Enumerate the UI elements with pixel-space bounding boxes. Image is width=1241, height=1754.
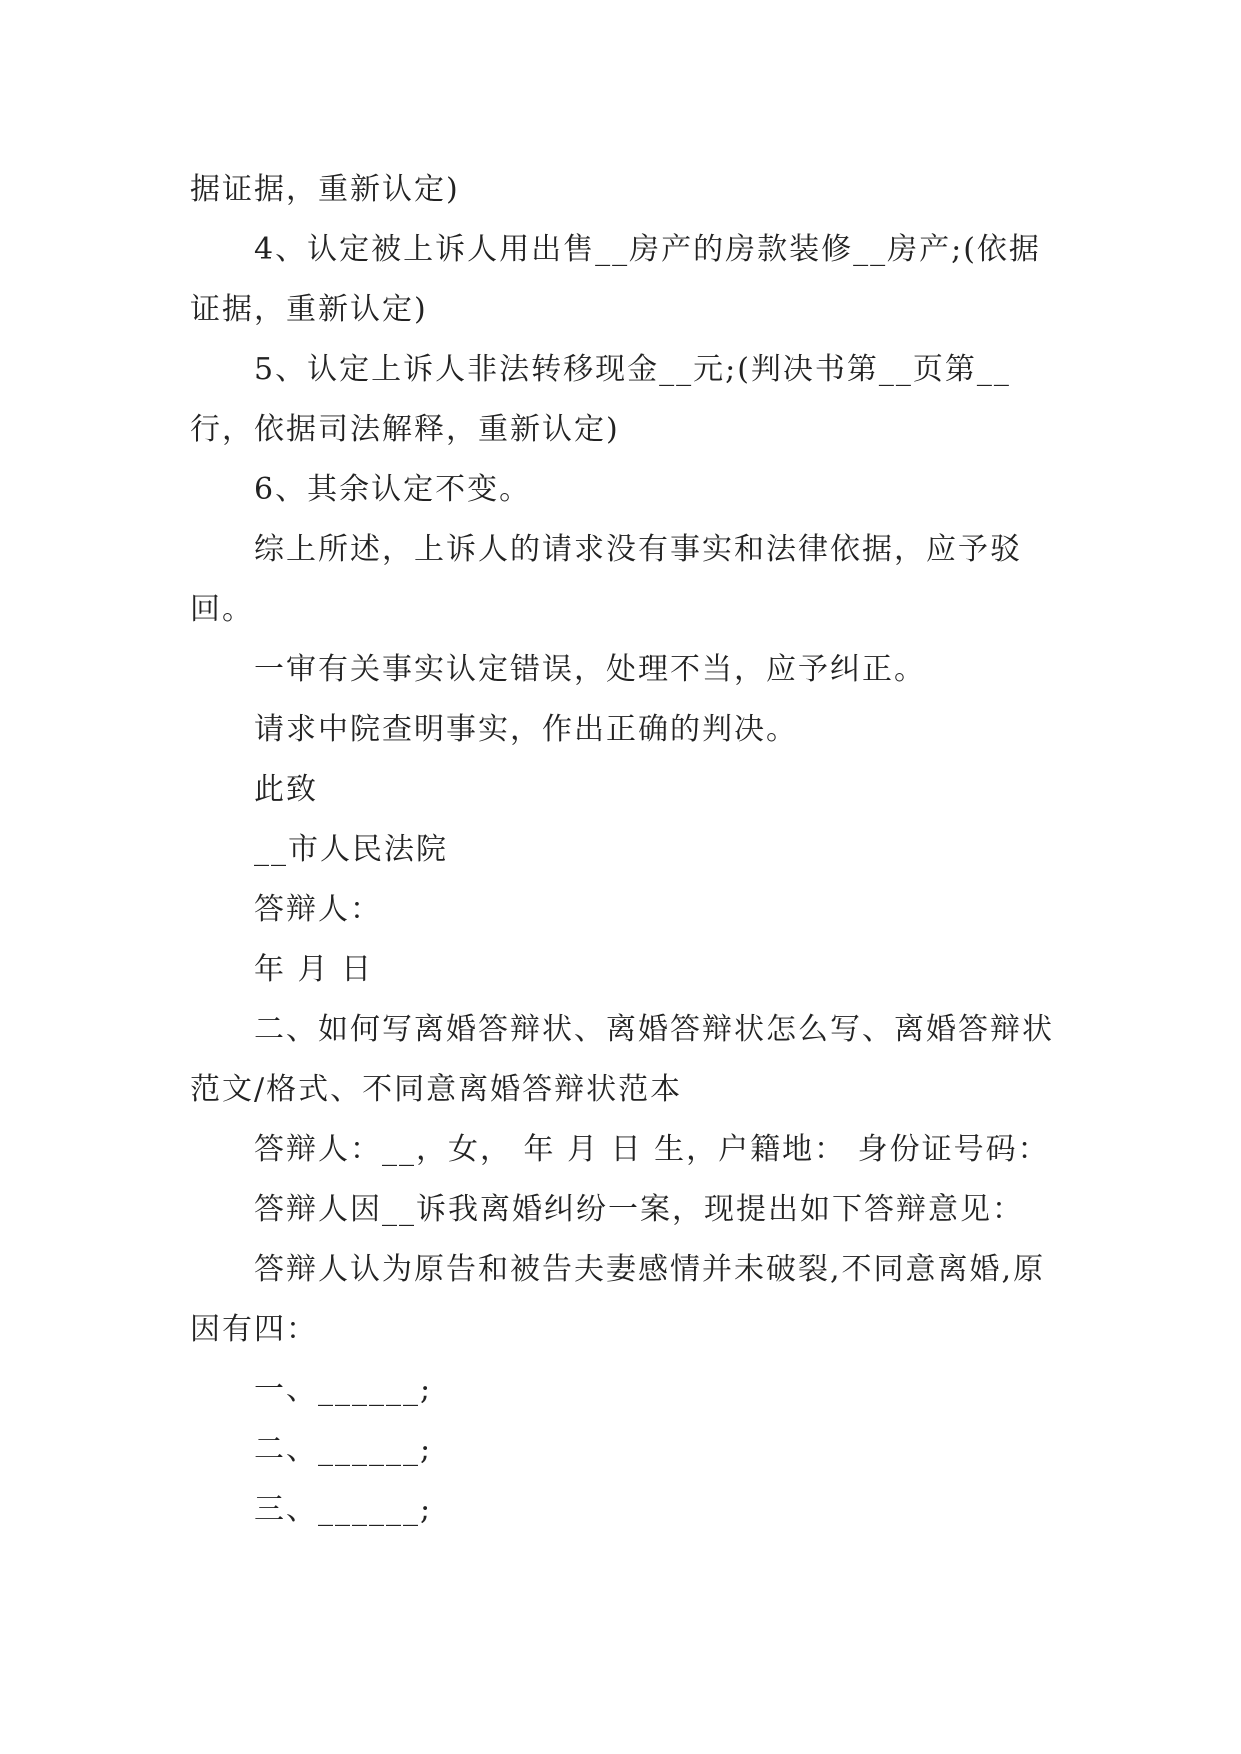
section-heading: 二、如何写离婚答辩状、离婚答辩状怎么写、离婚答辩状范文/格式、不同意离婚答辩状范本 <box>190 1012 1054 1107</box>
paragraph-respondent-info: 答辩人：__，女， 年 月 日 生，户籍地： 身份证号码： <box>254 1132 1050 1167</box>
paragraph-continuation: 据证据，重新认定) <box>190 172 460 207</box>
paragraph-respondent: 答辩人： <box>254 892 382 927</box>
paragraph-date: 年 月 日 <box>254 952 374 987</box>
paragraph-court: __市人民法院 <box>254 832 448 867</box>
paragraph-case-intro: 答辩人因__诉我离婚纠纷一案，现提出如下答辩意见： <box>254 1192 1024 1227</box>
document-body <box>190 160 1055 1540</box>
paragraph-item-6: 6、其余认定不变。 <box>254 472 532 507</box>
paragraph-opinion: 答辩人认为原告和被告夫妻感情并未破裂,不同意离婚,原因有四： <box>190 1252 1046 1347</box>
list-item-1: 一、______; <box>254 1372 433 1407</box>
paragraph-first-instance: 一审有关事实认定错误，处理不当，应予纠正。 <box>254 652 926 687</box>
paragraph-request: 请求中院查明事实，作出正确的判决。 <box>254 712 798 747</box>
paragraph-salutation: 此致 <box>254 772 318 807</box>
list-item-2: 二、______; <box>254 1432 433 1467</box>
list-item-3: 三、______; <box>254 1492 433 1527</box>
paragraph-item-4: 4、认定被上诉人用出售__房产的房款装修__房产;(依据证据，重新认定) <box>190 232 1041 327</box>
paragraph-summary: 综上所述，上诉人的请求没有事实和法律依据，应予驳回。 <box>190 532 1022 627</box>
paragraph-item-5: 5、认定上诉人非法转移现金__元;(判决书第__页第__行，依据司法解释，重新认定) <box>190 352 1011 447</box>
